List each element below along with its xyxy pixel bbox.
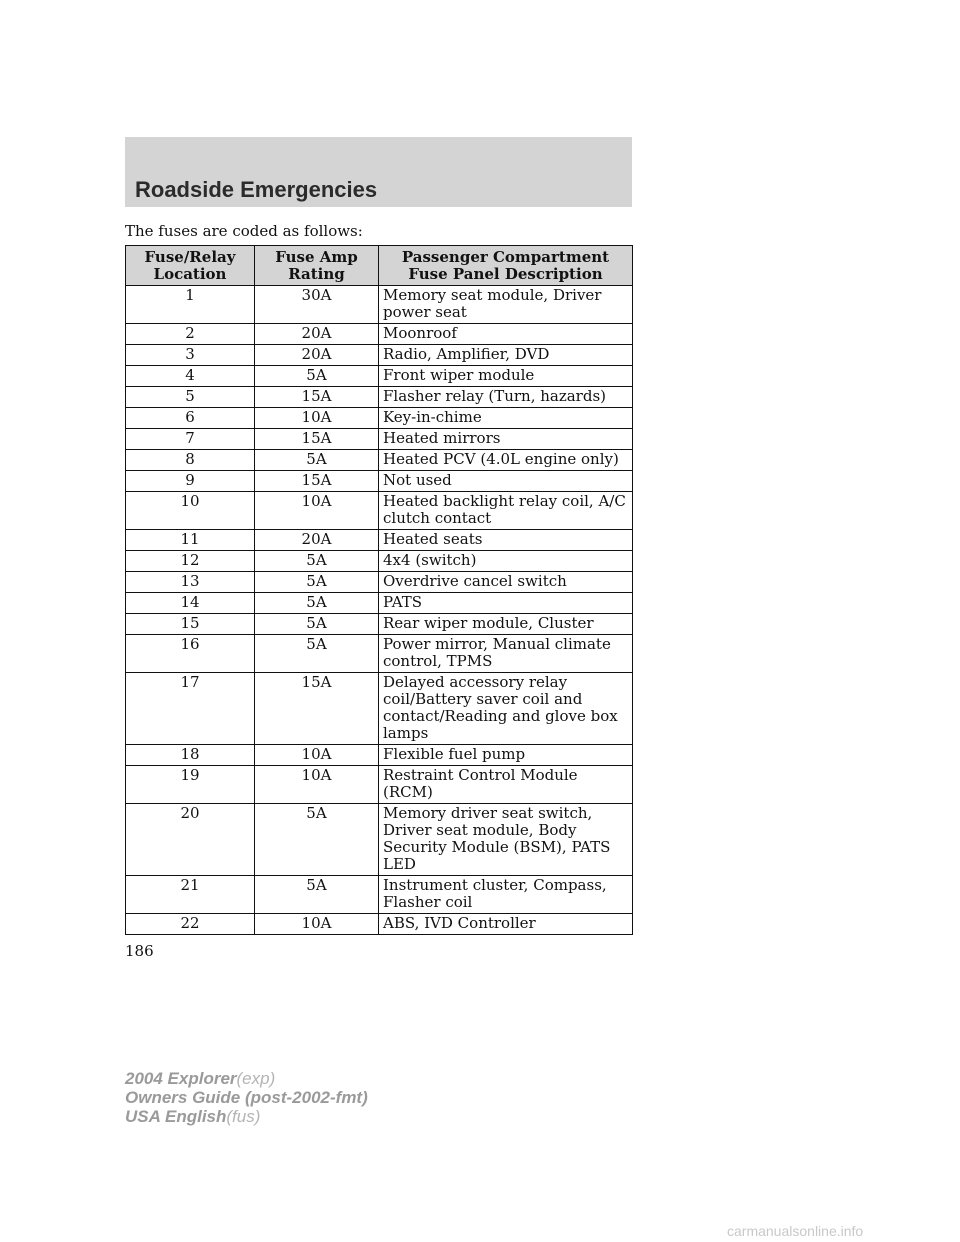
fuse-table-body	[126, 286, 633, 935]
table-row	[126, 387, 633, 408]
cell-rating: 20A	[255, 530, 379, 551]
cell-rating: 15A	[255, 387, 379, 408]
page-number: 186	[125, 942, 154, 960]
cell-location: 10	[126, 492, 255, 530]
table-row	[126, 914, 633, 935]
column-header-location: Fuse/Relay Location	[126, 246, 255, 286]
footer-line-1	[125, 1069, 368, 1088]
section-title: Roadside Emergencies	[135, 177, 378, 202]
footer-language: USA English	[125, 1107, 227, 1126]
cell-location: 11	[126, 530, 255, 551]
cell-description: Flexible fuel pump	[379, 745, 633, 766]
table-row	[126, 593, 633, 614]
cell-location: 7	[126, 429, 255, 450]
column-header-description: Passenger Compartment Fuse Panel Description	[379, 246, 633, 286]
cell-location: 18	[126, 745, 255, 766]
cell-rating: 5A	[255, 635, 379, 673]
column-header-rating: Fuse Amp Rating	[255, 246, 379, 286]
cell-location: 2	[126, 324, 255, 345]
cell-description: Memory seat module, Driver power seat	[379, 286, 633, 324]
cell-description: Instrument cluster, Compass, Flasher coil	[379, 876, 633, 914]
table-row	[126, 366, 633, 387]
table-row	[126, 804, 633, 876]
cell-location: 13	[126, 572, 255, 593]
table-row	[126, 766, 633, 804]
cell-rating: 10A	[255, 766, 379, 804]
cell-rating: 5A	[255, 450, 379, 471]
cell-rating: 5A	[255, 614, 379, 635]
cell-location: 9	[126, 471, 255, 492]
cell-location: 19	[126, 766, 255, 804]
cell-description: Heated seats	[379, 530, 633, 551]
table-row	[126, 572, 633, 593]
cell-rating: 15A	[255, 471, 379, 492]
cell-location: 16	[126, 635, 255, 673]
cell-description: ABS, IVD Controller	[379, 914, 633, 935]
cell-location: 22	[126, 914, 255, 935]
document-footer	[125, 1069, 368, 1126]
table-row	[126, 345, 633, 366]
intro-text: The fuses are coded as follows:	[125, 222, 363, 240]
cell-rating: 5A	[255, 593, 379, 614]
footer-model-code: (exp)	[236, 1069, 276, 1088]
cell-description: Not used	[379, 471, 633, 492]
cell-location: 3	[126, 345, 255, 366]
cell-rating: 10A	[255, 492, 379, 530]
cell-location: 12	[126, 551, 255, 572]
cell-description: Delayed accessory relay coil/Battery saver coil and contact/Reading and glove box lamps	[379, 673, 633, 745]
cell-rating: 5A	[255, 804, 379, 876]
table-row	[126, 614, 633, 635]
table-row	[126, 408, 633, 429]
fuse-table	[125, 245, 633, 935]
cell-rating: 5A	[255, 572, 379, 593]
table-row	[126, 471, 633, 492]
footer-line-2	[125, 1088, 368, 1107]
table-row	[126, 530, 633, 551]
cell-description: Power mirror, Manual climate control, TPMS	[379, 635, 633, 673]
section-header-band	[125, 137, 632, 207]
cell-location: 8	[126, 450, 255, 471]
cell-rating: 15A	[255, 429, 379, 450]
cell-rating: 5A	[255, 876, 379, 914]
cell-location: 4	[126, 366, 255, 387]
cell-description: PATS	[379, 593, 633, 614]
cell-location: 5	[126, 387, 255, 408]
footer-model: 2004 Explorer	[125, 1069, 237, 1088]
cell-location: 1	[126, 286, 255, 324]
cell-description: Moonroof	[379, 324, 633, 345]
table-row	[126, 286, 633, 324]
cell-description: Heated PCV (4.0L engine only)	[379, 450, 633, 471]
watermark: carmanualsonline.info	[727, 1223, 864, 1239]
cell-location: 15	[126, 614, 255, 635]
cell-description: Heated mirrors	[379, 429, 633, 450]
table-row	[126, 324, 633, 345]
cell-location: 6	[126, 408, 255, 429]
table-header-row	[126, 246, 633, 286]
cell-rating: 10A	[255, 408, 379, 429]
footer-language-code: (fus)	[226, 1107, 261, 1126]
cell-description: Key-in-chime	[379, 408, 633, 429]
cell-location: 14	[126, 593, 255, 614]
table-row	[126, 450, 633, 471]
table-row	[126, 635, 633, 673]
table-row	[126, 876, 633, 914]
cell-description: Flasher relay (Turn, hazards)	[379, 387, 633, 408]
cell-rating: 10A	[255, 745, 379, 766]
table-row	[126, 745, 633, 766]
cell-rating: 20A	[255, 324, 379, 345]
cell-location: 20	[126, 804, 255, 876]
cell-description: Restraint Control Module (RCM)	[379, 766, 633, 804]
cell-description: Overdrive cancel switch	[379, 572, 633, 593]
footer-guide: Owners Guide (post-2002-fmt)	[125, 1088, 368, 1107]
cell-rating: 5A	[255, 366, 379, 387]
cell-description: 4x4 (switch)	[379, 551, 633, 572]
cell-description: Heated backlight relay coil, A/C clutch contact	[379, 492, 633, 530]
cell-rating: 30A	[255, 286, 379, 324]
cell-description: Rear wiper module, Cluster	[379, 614, 633, 635]
cell-rating: 5A	[255, 551, 379, 572]
cell-rating: 10A	[255, 914, 379, 935]
cell-location: 17	[126, 673, 255, 745]
cell-rating: 15A	[255, 673, 379, 745]
table-row	[126, 492, 633, 530]
cell-location: 21	[126, 876, 255, 914]
table-row	[126, 673, 633, 745]
footer-line-3	[125, 1107, 368, 1126]
cell-rating: 20A	[255, 345, 379, 366]
cell-description: Memory driver seat switch, Driver seat module, Body Security Module (BSM), PATS LED	[379, 804, 633, 876]
cell-description: Radio, Amplifier, DVD	[379, 345, 633, 366]
table-row	[126, 551, 633, 572]
cell-description: Front wiper module	[379, 366, 633, 387]
table-row	[126, 429, 633, 450]
